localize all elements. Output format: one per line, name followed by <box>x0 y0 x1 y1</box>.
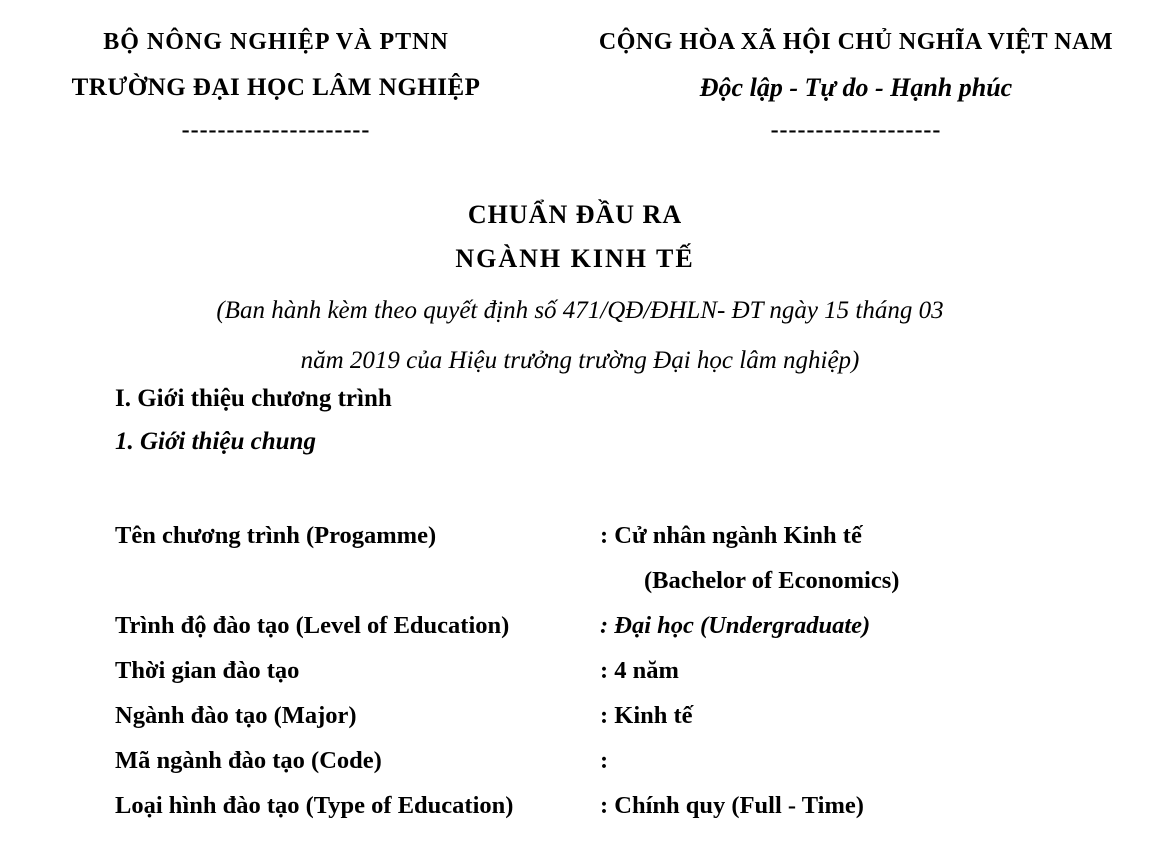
national-title: CỘNG HÒA XÃ HỘI CHỦ NGHĨA VIỆT NAM <box>598 29 1114 55</box>
info-label <box>115 558 600 603</box>
info-label: Trình độ đào tạo (Level of Education) <box>115 612 510 639</box>
document-title-line1: CHUẨN ĐẦU RA <box>467 200 683 229</box>
info-label: Ngành đào tạo (Major) <box>115 702 357 729</box>
issuance-note <box>0 286 1160 386</box>
subsection-heading-general-intro: 1. Giới thiệu chung <box>115 428 316 455</box>
info-value: : Đại học (Undergraduate) <box>600 612 871 639</box>
issuance-note-line2: năm 2019 của Hiệu trưởng trường Đại học lâm nghiệp) <box>300 347 860 374</box>
header-left-block <box>52 20 500 150</box>
header-right-block <box>560 20 1152 150</box>
university-name: TRƯỜNG ĐẠI HỌC LÂM NGHIỆP <box>71 74 481 101</box>
info-row-programme-name <box>115 513 1115 558</box>
header-left-divider: --------------------- <box>181 117 371 143</box>
info-row-education-type <box>115 783 1115 828</box>
info-value: (Bachelor of Economics) <box>644 567 900 594</box>
document-title-line2: NGÀNH KINH TẾ <box>455 244 695 273</box>
section-heading-introduction: I. Giới thiệu chương trình <box>115 385 392 412</box>
info-value: : Cử nhân ngành Kinh tế <box>600 522 862 549</box>
header-right-divider: ------------------- <box>770 117 942 143</box>
info-value: : Kinh tế <box>600 702 693 729</box>
info-row-programme-name-english <box>115 558 1115 603</box>
info-value: : 4 năm <box>600 657 679 684</box>
info-label: Thời gian đào tạo <box>115 657 300 684</box>
info-value: : <box>600 747 609 774</box>
national-motto: Độc lập - Tự do - Hạnh phúc <box>699 73 1013 102</box>
issuance-note-line1: (Ban hành kèm theo quyết định số 471/QĐ/ĐHLN- ĐT ngày 15 tháng 03 <box>216 297 944 324</box>
info-label: Mã ngành đào tạo (Code) <box>115 747 382 774</box>
info-label: Tên chương trình (Progamme) <box>115 522 437 549</box>
info-label: Loại hình đào tạo (Type of Education) <box>115 792 514 819</box>
ministry-name: BỘ NÔNG NGHIỆP VÀ PTNN <box>103 29 449 55</box>
document-title <box>0 192 1150 281</box>
info-value: : Chính quy (Full - Time) <box>600 792 864 819</box>
programme-info-block <box>115 513 1115 828</box>
info-row-duration <box>115 648 1115 693</box>
info-row-education-level <box>115 603 1115 648</box>
info-row-major <box>115 693 1115 738</box>
info-row-major-code <box>115 738 1115 783</box>
